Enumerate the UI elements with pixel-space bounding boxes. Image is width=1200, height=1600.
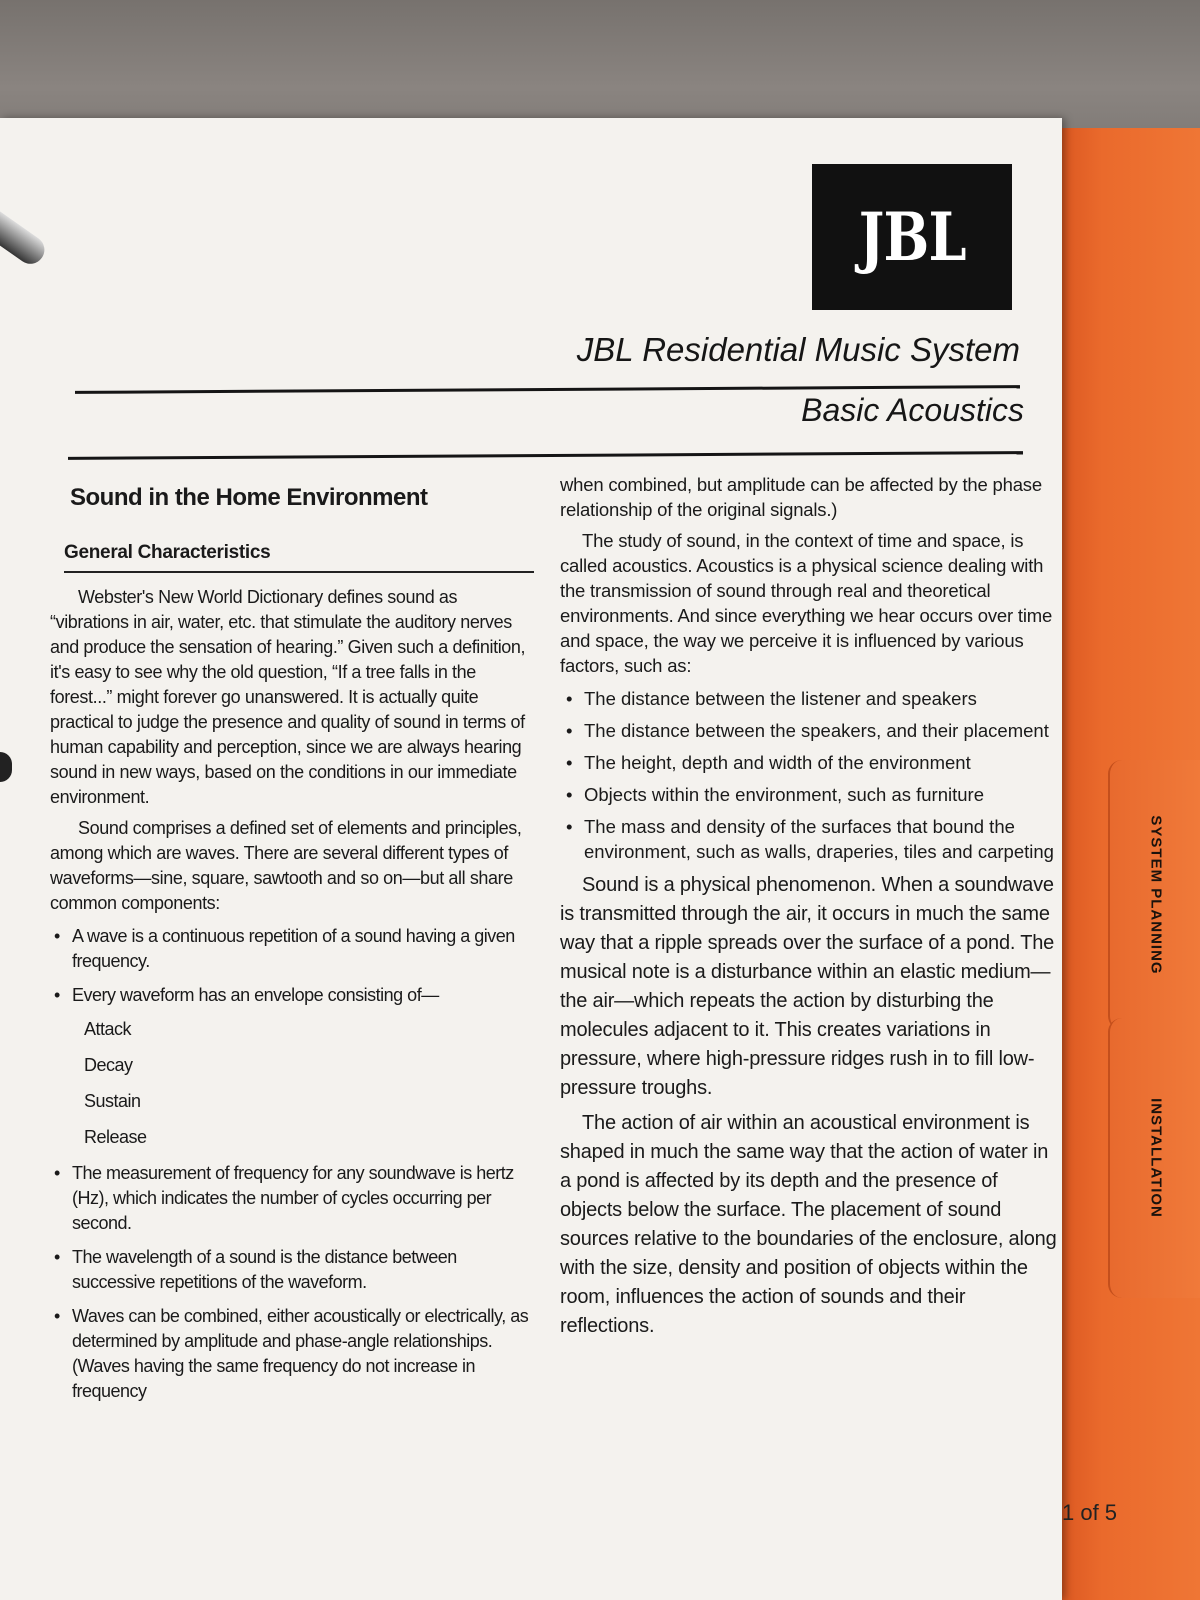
paragraph: Sound comprises a defined set of elements and principles, among which are waves. There are several different types of waveforms—sine, square, sawtooth and so on—but all share common components: <box>50 818 522 913</box>
list-item: • The measurement of frequency for any soundwave is hertz (Hz), which indicates the number of cycles occurring per second. <box>38 1161 538 1236</box>
list-item: • The distance between the speakers, and their placement <box>560 718 1060 743</box>
list-item: • The wavelength of a sound is the distance between successive repetitions of the waveform. <box>38 1245 538 1295</box>
factor-list <box>560 686 1060 864</box>
paragraph: Webster's New World Dictionary defines sound as “vibrations in air, water, etc. that stimulate the auditory nerves and produce the sensation of hearing.” Given such a definition, it's easy to see why the old question, “If a tree falls in the forest...” might forever go unanswered. It is actually quite practical to judge the presence and quality of sound in terms of human capability and perception, since we are always hearing sound in new ways, based on the conditions in our immediate environment. <box>50 587 526 807</box>
paragraph: Sound is a physical phenomenon. When a soundwave is transmitted through the air, it occurs in much the same way that a ripple spreads over the surface of a pond. The musical note is a disturbance within an elastic medium—the air—which repeats the action by disturbing the molecules adjacent to it. This creates variations in pressure, where high-pressure ridges rush in to fill low-pressure troughs. <box>560 874 1055 1099</box>
jbl-logo: JBL <box>812 164 1012 310</box>
list-item: • The mass and density of the surfaces that bound the environment, such as walls, draperies, tiles and carpeting <box>560 814 1060 864</box>
list-item: • A wave is a continuous repetition of a sound having a given frequency. <box>38 924 538 974</box>
tab-installation[interactable] <box>1108 1018 1200 1298</box>
envelope-stage: Release <box>84 1127 147 1147</box>
envelope-stage: Attack <box>84 1019 132 1039</box>
tab-system-planning[interactable] <box>1108 760 1200 1030</box>
subsection-heading: General Characteristics <box>64 540 534 573</box>
section-heading: Sound in the Home Environment <box>70 484 428 511</box>
envelope-stage: Decay <box>84 1055 133 1075</box>
tab-system-planning-label: SYSTEM PLANNING <box>1147 815 1165 975</box>
list-item: • The height, depth and width of the environment <box>560 750 1060 775</box>
list-item: • Objects within the environment, such as furniture <box>560 782 1060 807</box>
document-title: JBL Residential Music System <box>576 331 1020 368</box>
left-column <box>38 485 538 1413</box>
right-column <box>560 472 1060 1347</box>
envelope-stage: Sustain <box>84 1091 141 1111</box>
list-item: • Every waveform has an envelope consisting of— <box>38 983 538 1008</box>
paragraph: The study of sound, in the context of time and space, is called acoustics. Acoustics is a physical science dealing with the transmission of sound through real and theoretical environments. And since everything we hear occurs over time and space, the way we perceive it is influenced by various factors, such as: <box>560 530 1053 676</box>
list-item: • The distance between the listener and speakers <box>560 686 1060 711</box>
tab-installation-label: INSTALLATION <box>1147 1098 1165 1218</box>
list-item: • Waves can be combined, either acoustically or electrically, as determined by amplitude and phase-angle relationships. (Waves having the same frequency do not increase in frequency <box>38 1304 538 1404</box>
paragraph: The action of air within an acoustical environment is shaped in much the same way that the action of water in a pond is affected by its depth and the presence of objects below the surface. The placement of sound sources relative to the boundaries of the enclosure, along with the size, density and position of objects within the room, influences the action of sounds and their reflections. <box>560 1112 1057 1337</box>
paragraph-continuation: when combined, but amplitude can be affected by the phase relationship of the original signals.) <box>560 474 1042 520</box>
page-number: 1 of 5 <box>1062 1500 1118 1525</box>
document-subtitle: Basic Acoustics <box>801 392 1024 428</box>
component-list <box>38 924 538 1404</box>
